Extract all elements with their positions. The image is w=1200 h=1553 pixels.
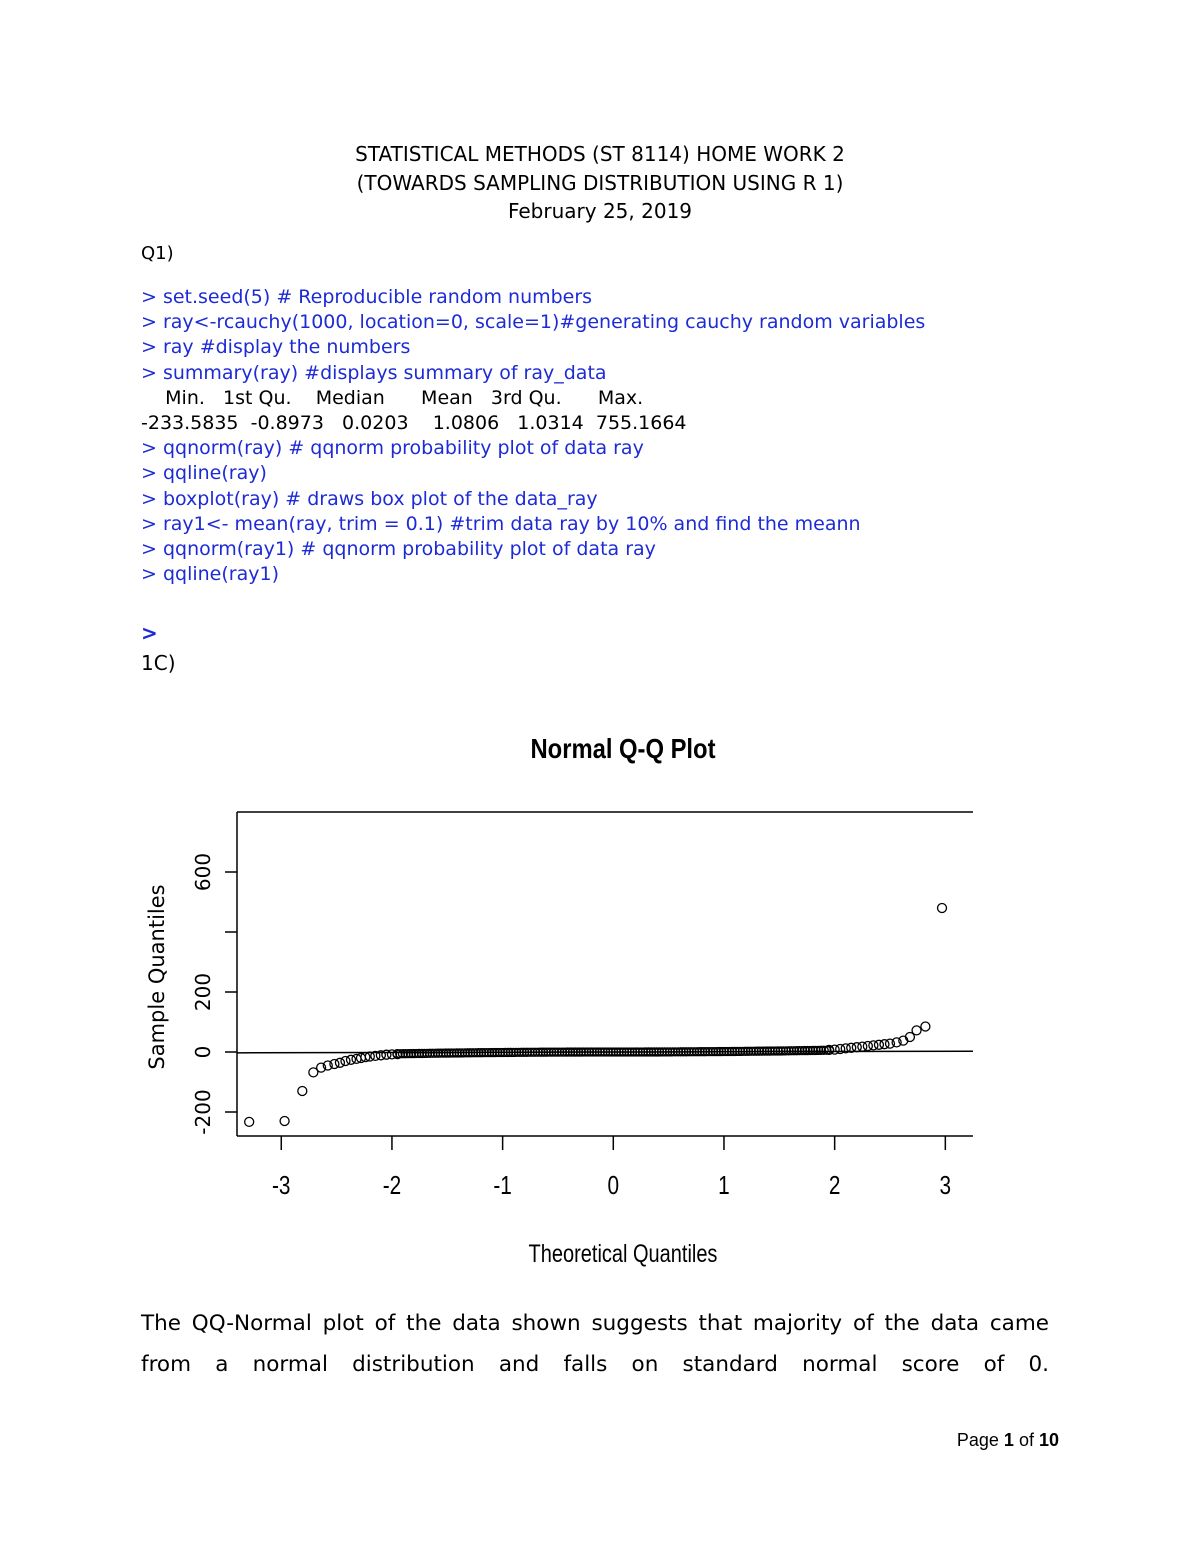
- x-tick-label: -2: [382, 1170, 402, 1200]
- code-command-line: > ray #display the numbers: [141, 336, 411, 359]
- data-points: [245, 904, 947, 1127]
- y-tick-label: 0: [191, 1045, 215, 1059]
- y-axis-label: Sample Quantiles: [145, 884, 169, 1070]
- x-tick-label: -1: [493, 1170, 512, 1200]
- code-command-line: > ray1<- mean(ray, trim = 0.1) #trim data ray by 10% and find the meann: [141, 512, 861, 535]
- x-tick-label: 2: [828, 1170, 841, 1200]
- chart-title: Normal Q-Q Plot: [530, 732, 716, 765]
- x-tick-label: 0: [607, 1170, 620, 1200]
- y-tick-label: 600: [191, 852, 215, 892]
- code-command-line: > set.seed(5) # Reproducible random numbers: [141, 286, 593, 308]
- code-command-line: > boxplot(ray) # draws box plot of the data_ray: [141, 487, 598, 510]
- code-command-line: > qqline(ray1): [141, 563, 279, 586]
- qq-point: [298, 1087, 307, 1096]
- qq-plot-chart: [0, 700, 1200, 1290]
- page-total: 10: [1038, 1430, 1059, 1450]
- qq-point: [912, 1026, 921, 1035]
- page-footer: [957, 1430, 1059, 1451]
- x-axis-label: Theoretical Quantiles: [528, 1239, 718, 1268]
- x-tick-label: 3: [939, 1170, 952, 1200]
- subsection-label: 1C): [141, 651, 176, 675]
- qq-point: [335, 1058, 344, 1067]
- x-tick-label: 1: [718, 1170, 730, 1200]
- header-subtitle: (TOWARDS SAMPLING DISTRIBUTION USING R 1): [356, 170, 844, 195]
- r-code-block: [141, 285, 925, 587]
- header-title: STATISTICAL METHODS (ST 8114) HOME WORK 2: [355, 142, 845, 166]
- y-tick-label: 200: [191, 972, 215, 1012]
- code-command-line: > summary(ray) #displays summary of ray_data: [141, 361, 607, 384]
- qq-point: [938, 904, 947, 913]
- code-command-line: > ray<-rcauchy(1000, location=0, scale=1)#generating cauchy random variables: [141, 311, 926, 334]
- code-output-line: -233.5835 -0.8973 0.0203 1.0806 1.0314 755.1664: [141, 412, 687, 435]
- qq-point: [921, 1022, 930, 1031]
- question-label: Q1): [141, 243, 174, 264]
- page-word: Page: [956, 1430, 999, 1450]
- y-tick-label: -200: [191, 1089, 215, 1135]
- code-command-line: > qqline(ray): [141, 462, 267, 485]
- x-axis: [272, 1136, 951, 1200]
- code-command-line: > qqnorm(ray1) # qqnorm probability plot of data ray: [141, 538, 656, 561]
- y-axis: [191, 853, 237, 1135]
- code-command-line: > qqnorm(ray) # qqnorm probability plot of data ray: [141, 437, 644, 460]
- r-prompt: >: [141, 621, 158, 645]
- qq-point: [245, 1117, 254, 1126]
- qq-point: [280, 1117, 289, 1126]
- header-date: February 25, 2019: [507, 199, 693, 223]
- code-output-line: Min. 1st Qu. Median Mean 3rd Qu. Max.: [141, 386, 644, 409]
- of-word: of: [1018, 1430, 1034, 1450]
- document-header: [0, 140, 1200, 226]
- page-number: 1: [1003, 1430, 1014, 1450]
- analysis-paragraph: The QQ-Normal plot of the data shown suggests that majority of the data came from a normal distribution and falls on standard normal score of 0.: [141, 1311, 1049, 1377]
- x-tick-label: -3: [272, 1170, 291, 1200]
- plot-frame: [237, 812, 973, 1136]
